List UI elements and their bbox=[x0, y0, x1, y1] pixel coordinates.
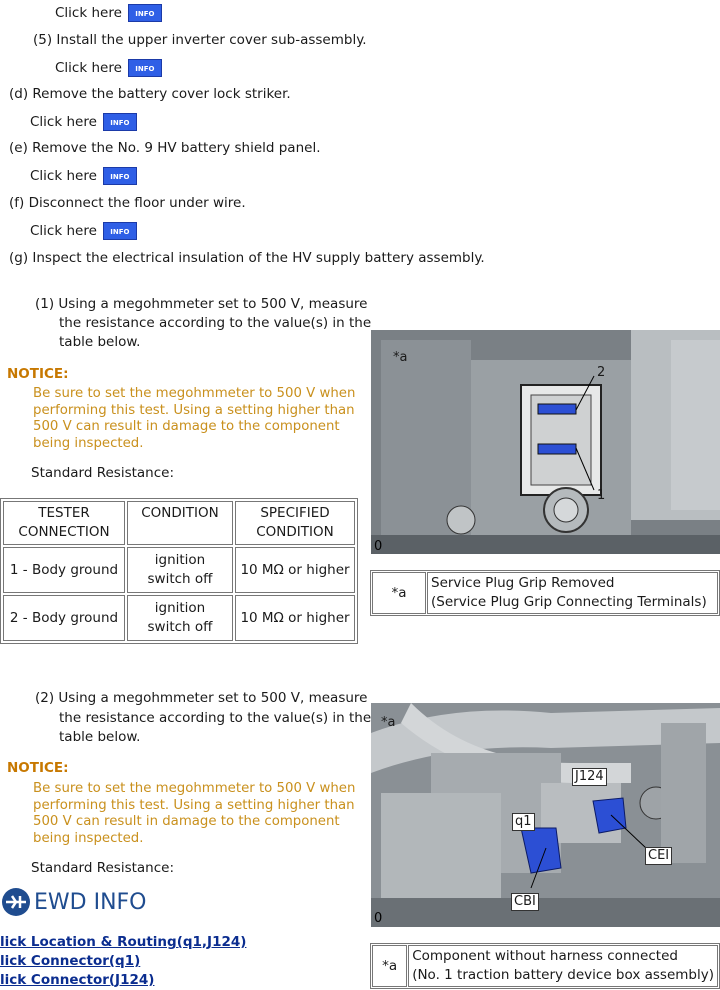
table-cell: 2 - Body ground bbox=[3, 595, 125, 641]
caption-line-2: (No. 1 traction battery device box assembly) bbox=[412, 967, 714, 983]
notice-label: NOTICE: bbox=[7, 760, 69, 776]
click-here-row-1 bbox=[55, 4, 162, 22]
click-here-row-2 bbox=[55, 59, 162, 77]
figure-1-caption bbox=[370, 570, 720, 616]
substep-1-line3: table below. bbox=[59, 334, 141, 350]
click-here-text: Click here bbox=[30, 223, 97, 239]
tag-j124: J124 bbox=[572, 768, 607, 786]
info-button[interactable]: INFO bbox=[128, 4, 162, 22]
table-cell: 10 MΩ or higher bbox=[235, 595, 355, 641]
table-header: SPECIFIED CONDITION bbox=[235, 501, 355, 545]
info-button[interactable]: INFO bbox=[103, 222, 137, 240]
caption-key: *a bbox=[372, 945, 407, 987]
substep-2 bbox=[35, 689, 371, 748]
link-connector-q1[interactable]: lick Connector(q1) bbox=[0, 953, 141, 969]
resistance-table bbox=[0, 498, 358, 644]
click-here-row-4 bbox=[30, 167, 137, 185]
corner-mark: 0 bbox=[374, 539, 383, 554]
table-header: TESTER CONNECTION bbox=[3, 501, 125, 545]
caption-line-2: (Service Plug Grip Connecting Terminals) bbox=[431, 594, 707, 610]
caption-key: *a bbox=[372, 572, 426, 614]
notice-text: Be sure to set the megohmmeter to 500 V when performing this test. Using a setting higher than 500 V can result in damage to the component being inspected. bbox=[33, 781, 356, 846]
notice-label: NOTICE: bbox=[7, 366, 69, 382]
ewd-info-header bbox=[1, 887, 147, 917]
tag-cei: CEI bbox=[645, 847, 672, 865]
callout-1: 1 bbox=[597, 488, 606, 503]
click-here-text: Click here bbox=[30, 114, 97, 130]
service-plug-photo bbox=[371, 330, 720, 554]
click-here-text: Click here bbox=[55, 60, 122, 76]
step-5: (5) Install the upper inverter cover sub-assembly. bbox=[33, 32, 367, 48]
tag-cbi: CBI bbox=[511, 893, 539, 911]
caption-line-1: Component without harness connected bbox=[412, 948, 678, 964]
table-row bbox=[3, 595, 355, 641]
substep-2-line3: table below. bbox=[59, 729, 141, 745]
device-box-illustration bbox=[371, 703, 720, 927]
substep-1-line2: the resistance according to the value(s) in the bbox=[59, 315, 372, 331]
caption-text bbox=[408, 945, 718, 987]
ewd-icon bbox=[1, 887, 31, 917]
tag-q1: q1 bbox=[512, 813, 535, 831]
step-g: (g) Inspect the electrical insulation of the HV supply battery assembly. bbox=[9, 250, 485, 266]
service-plug-illustration bbox=[371, 330, 720, 554]
ewd-title: EWD INFO bbox=[34, 889, 147, 915]
link-connector-j124[interactable]: lick Connector(J124) bbox=[0, 972, 155, 988]
standard-resistance-label: Standard Resistance: bbox=[31, 465, 175, 481]
substep-1 bbox=[35, 295, 371, 352]
info-button[interactable]: INFO bbox=[128, 59, 162, 77]
step-e: (e) Remove the No. 9 HV battery shield panel. bbox=[9, 140, 321, 156]
table-row bbox=[3, 547, 355, 593]
table-cell: 1 - Body ground bbox=[3, 547, 125, 593]
link-location-routing[interactable]: lick Location & Routing(q1,J124) bbox=[0, 934, 247, 950]
figure-2-caption bbox=[370, 943, 720, 989]
step-f: (f) Disconnect the floor under wire. bbox=[9, 195, 246, 211]
table-header: CONDITION bbox=[127, 501, 233, 545]
corner-mark: 0 bbox=[374, 911, 383, 926]
click-here-text: Click here bbox=[30, 168, 97, 184]
table-cell: ignition switch off bbox=[127, 595, 233, 641]
device-box-photo bbox=[371, 703, 720, 927]
substep-1-line1: (1) Using a megohmmeter set to 500 V, measure bbox=[35, 296, 368, 312]
table-cell: 10 MΩ or higher bbox=[235, 547, 355, 593]
substep-2-line2: the resistance according to the value(s) in the bbox=[59, 709, 372, 726]
step-d: (d) Remove the battery cover lock striker. bbox=[9, 86, 291, 102]
substep-2-line1: (2) Using a megohmmeter set to 500 V, measure bbox=[35, 690, 368, 706]
click-here-row-3 bbox=[30, 113, 137, 131]
ewd-links bbox=[0, 933, 246, 990]
click-here-text: Click here bbox=[55, 5, 122, 21]
callout-2: 2 bbox=[597, 365, 606, 380]
table-cell: ignition switch off bbox=[127, 547, 233, 593]
standard-resistance-label: Standard Resistance: bbox=[31, 860, 175, 876]
info-button[interactable]: INFO bbox=[103, 113, 137, 131]
click-here-row-5 bbox=[30, 222, 137, 240]
notice-text: Be sure to set the megohmmeter to 500 V when performing this test. Using a setting higher than 500 V can result in damage to the component being inspected. bbox=[33, 386, 356, 451]
table-header-row bbox=[3, 501, 355, 545]
caption-text bbox=[427, 572, 718, 614]
figure-label-a: *a bbox=[381, 715, 396, 730]
figure-label-a: *a bbox=[393, 350, 408, 365]
info-button[interactable]: INFO bbox=[103, 167, 137, 185]
caption-line-1: Service Plug Grip Removed bbox=[431, 575, 615, 591]
